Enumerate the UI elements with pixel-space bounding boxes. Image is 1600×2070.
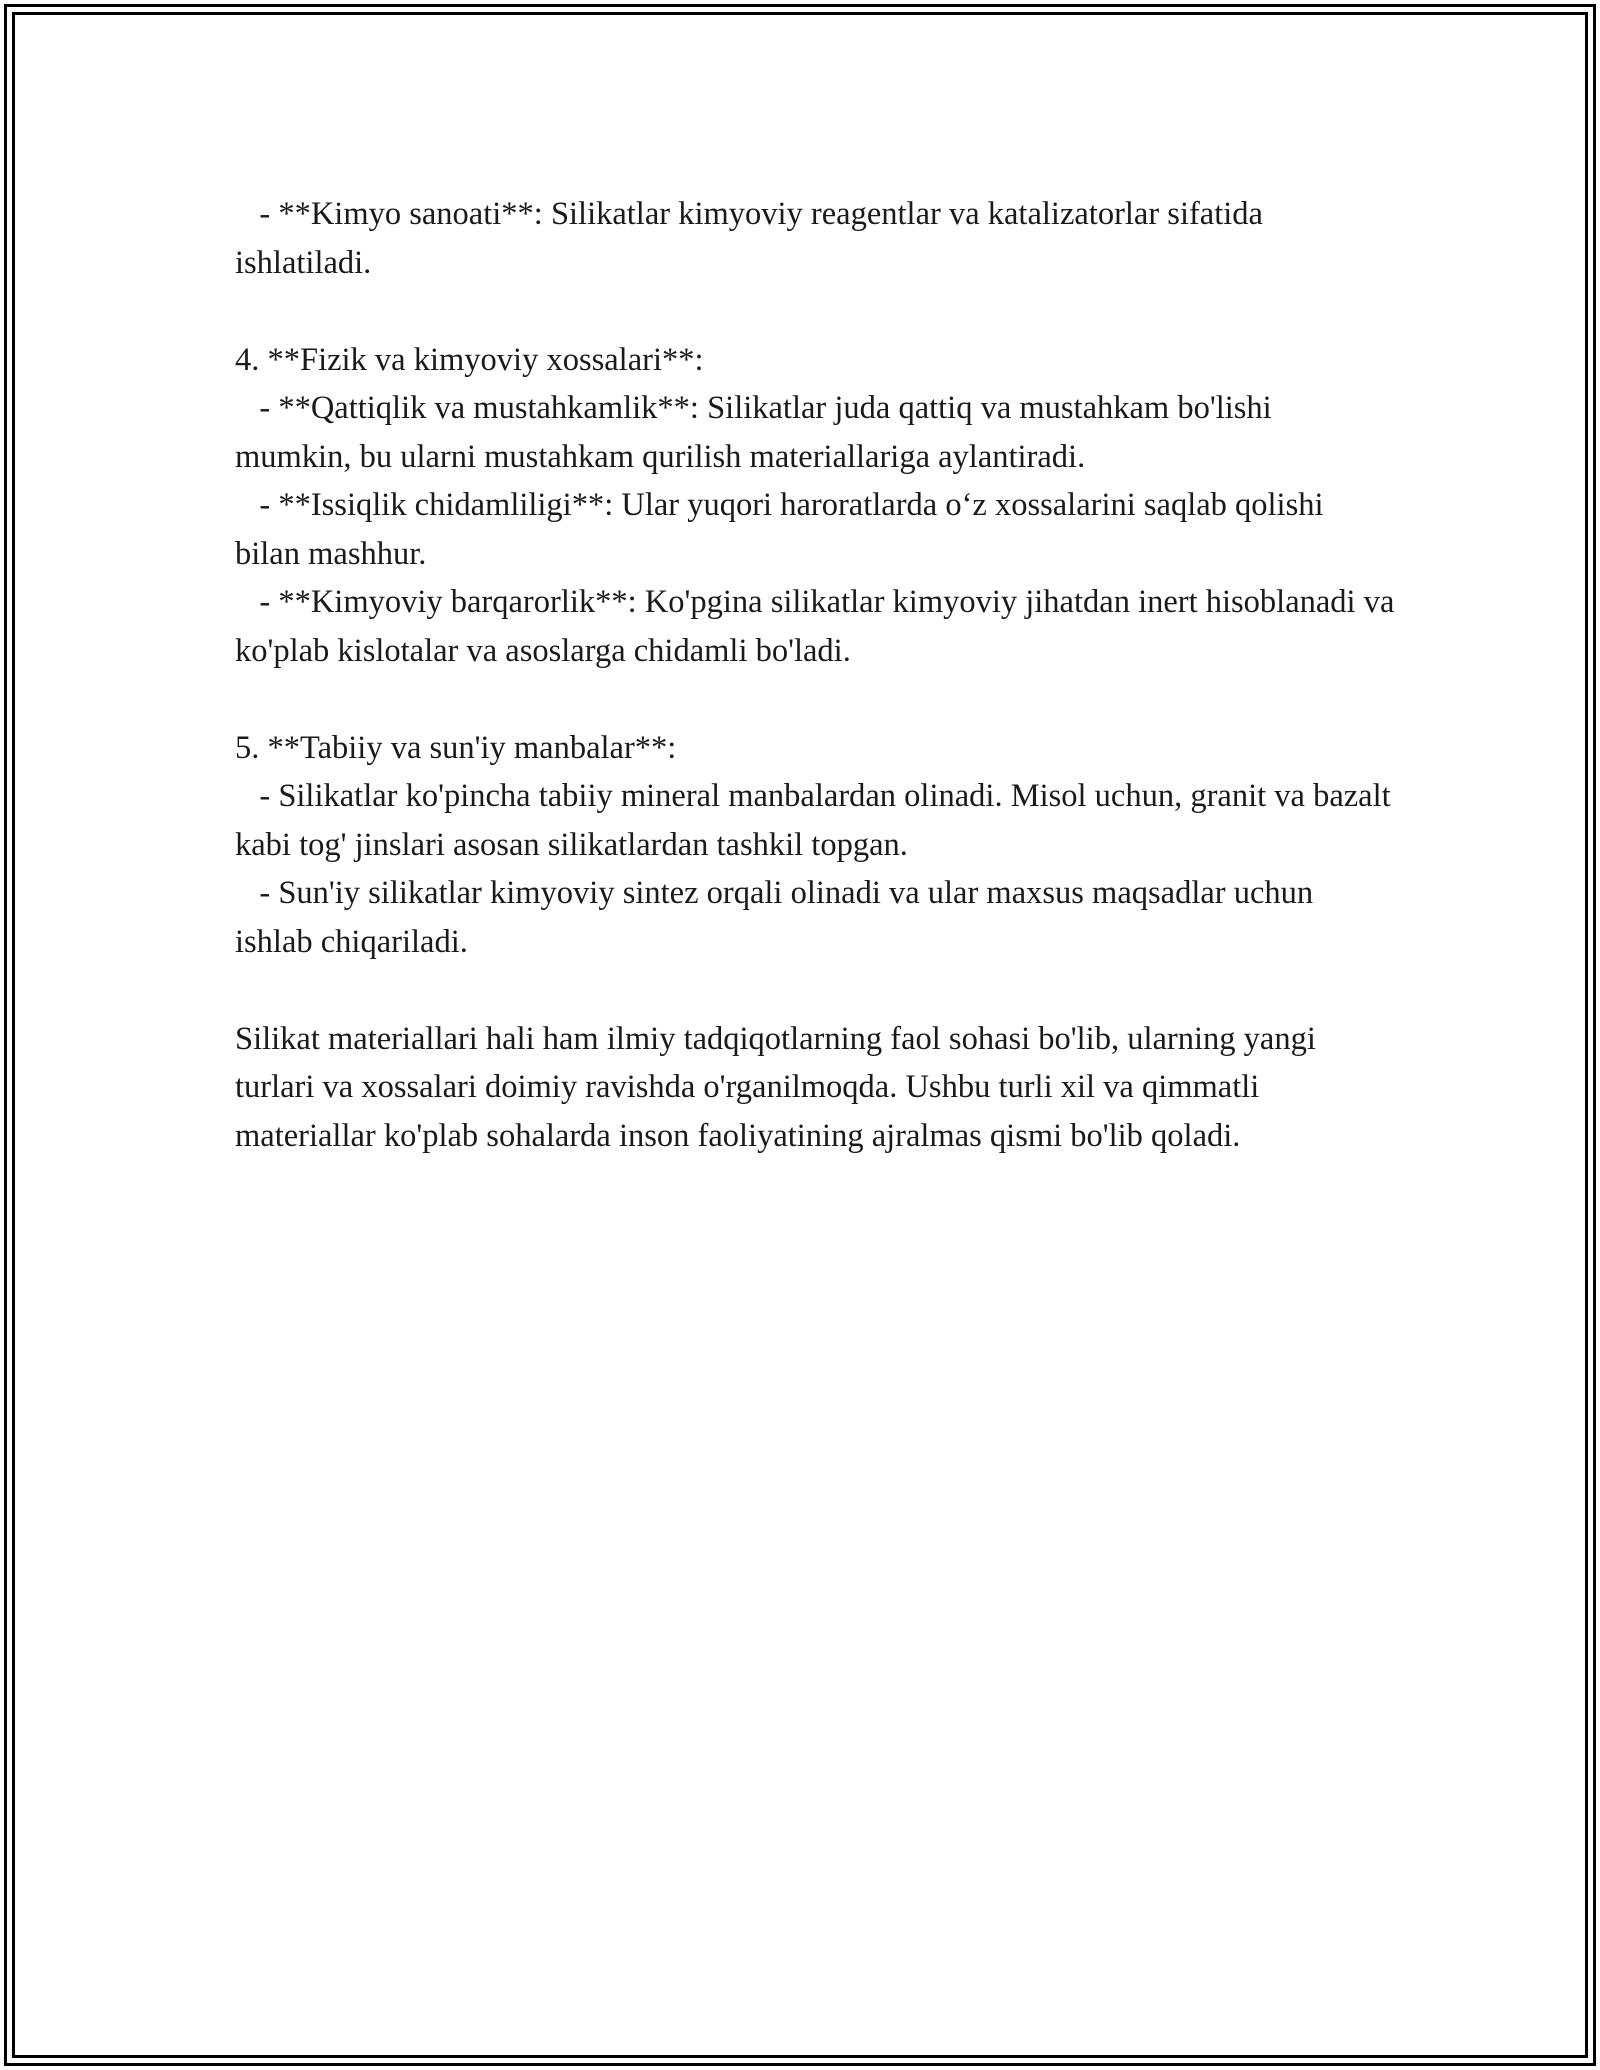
section-heading-tabiiy-suniy: 5. **Tabiiy va sun'iy manbalar**: bbox=[235, 729, 677, 766]
paragraph-spacer bbox=[235, 675, 1395, 724]
paragraph-spacer bbox=[235, 966, 1395, 1015]
paragraph-spacer bbox=[235, 287, 1395, 336]
bullet-suniy-silikatlar: - Sun'iy silikatlar kimyoviy sintez orqali olinadi va ular maxsus maqsadlar uchun ishlab chiqariladi. bbox=[235, 875, 1322, 960]
closing-paragraph: Silikat materiallari hali ham ilmiy tadqiqotlarning faol sohasi bo'lib, ularning yangi turlari va xossalari doimiy ravishda o'rganilmoqda. Ushbu turli xil va qimmatli materiallar ko'plab sohalarda inson faoliyatining ajralmas qismi bo'lib qoladi. bbox=[235, 1020, 1324, 1154]
bullet-qattiqlik: - **Qattiqlik va mustahkamlik**: Silikatlar juda qattiq va mustahkam bo'lishi mumkin, bu ularni mustahkam qurilish materiallariga aylantiradi. bbox=[235, 390, 1280, 475]
document-body bbox=[235, 190, 1403, 1160]
section-heading-fizik-kimyoviy: 4. **Fizik va kimyoviy xossalari**: bbox=[235, 341, 704, 378]
bullet-kimyo-sanoati: - **Kimyo sanoati**: Silikatlar kimyoviy reagentlar va katalizatorlar sifatida ishlatiladi. bbox=[235, 196, 1272, 281]
bullet-issiqlik: - **Issiqlik chidamliligi**: Ular yuqori haroratlarda o‘z xossalarini saqlab qolishi bilan mashhur. bbox=[235, 487, 1332, 572]
bullet-tabiiy-manbalar: - Silikatlar ko'pincha tabiiy mineral manbalardan olinadi. Misol uchun, granit va bazalt kabi tog' jinslari asosan silikatlardan tashkil topgan. bbox=[235, 778, 1399, 863]
bullet-kimyoviy-barqarorlik: - **Kimyoviy barqarorlik**: Ko'pgina silikatlar kimyoviy jihatdan inert hisoblanadi va ko'plab kislotalar va asoslarga chidamli bo'ladi. bbox=[235, 584, 1403, 669]
